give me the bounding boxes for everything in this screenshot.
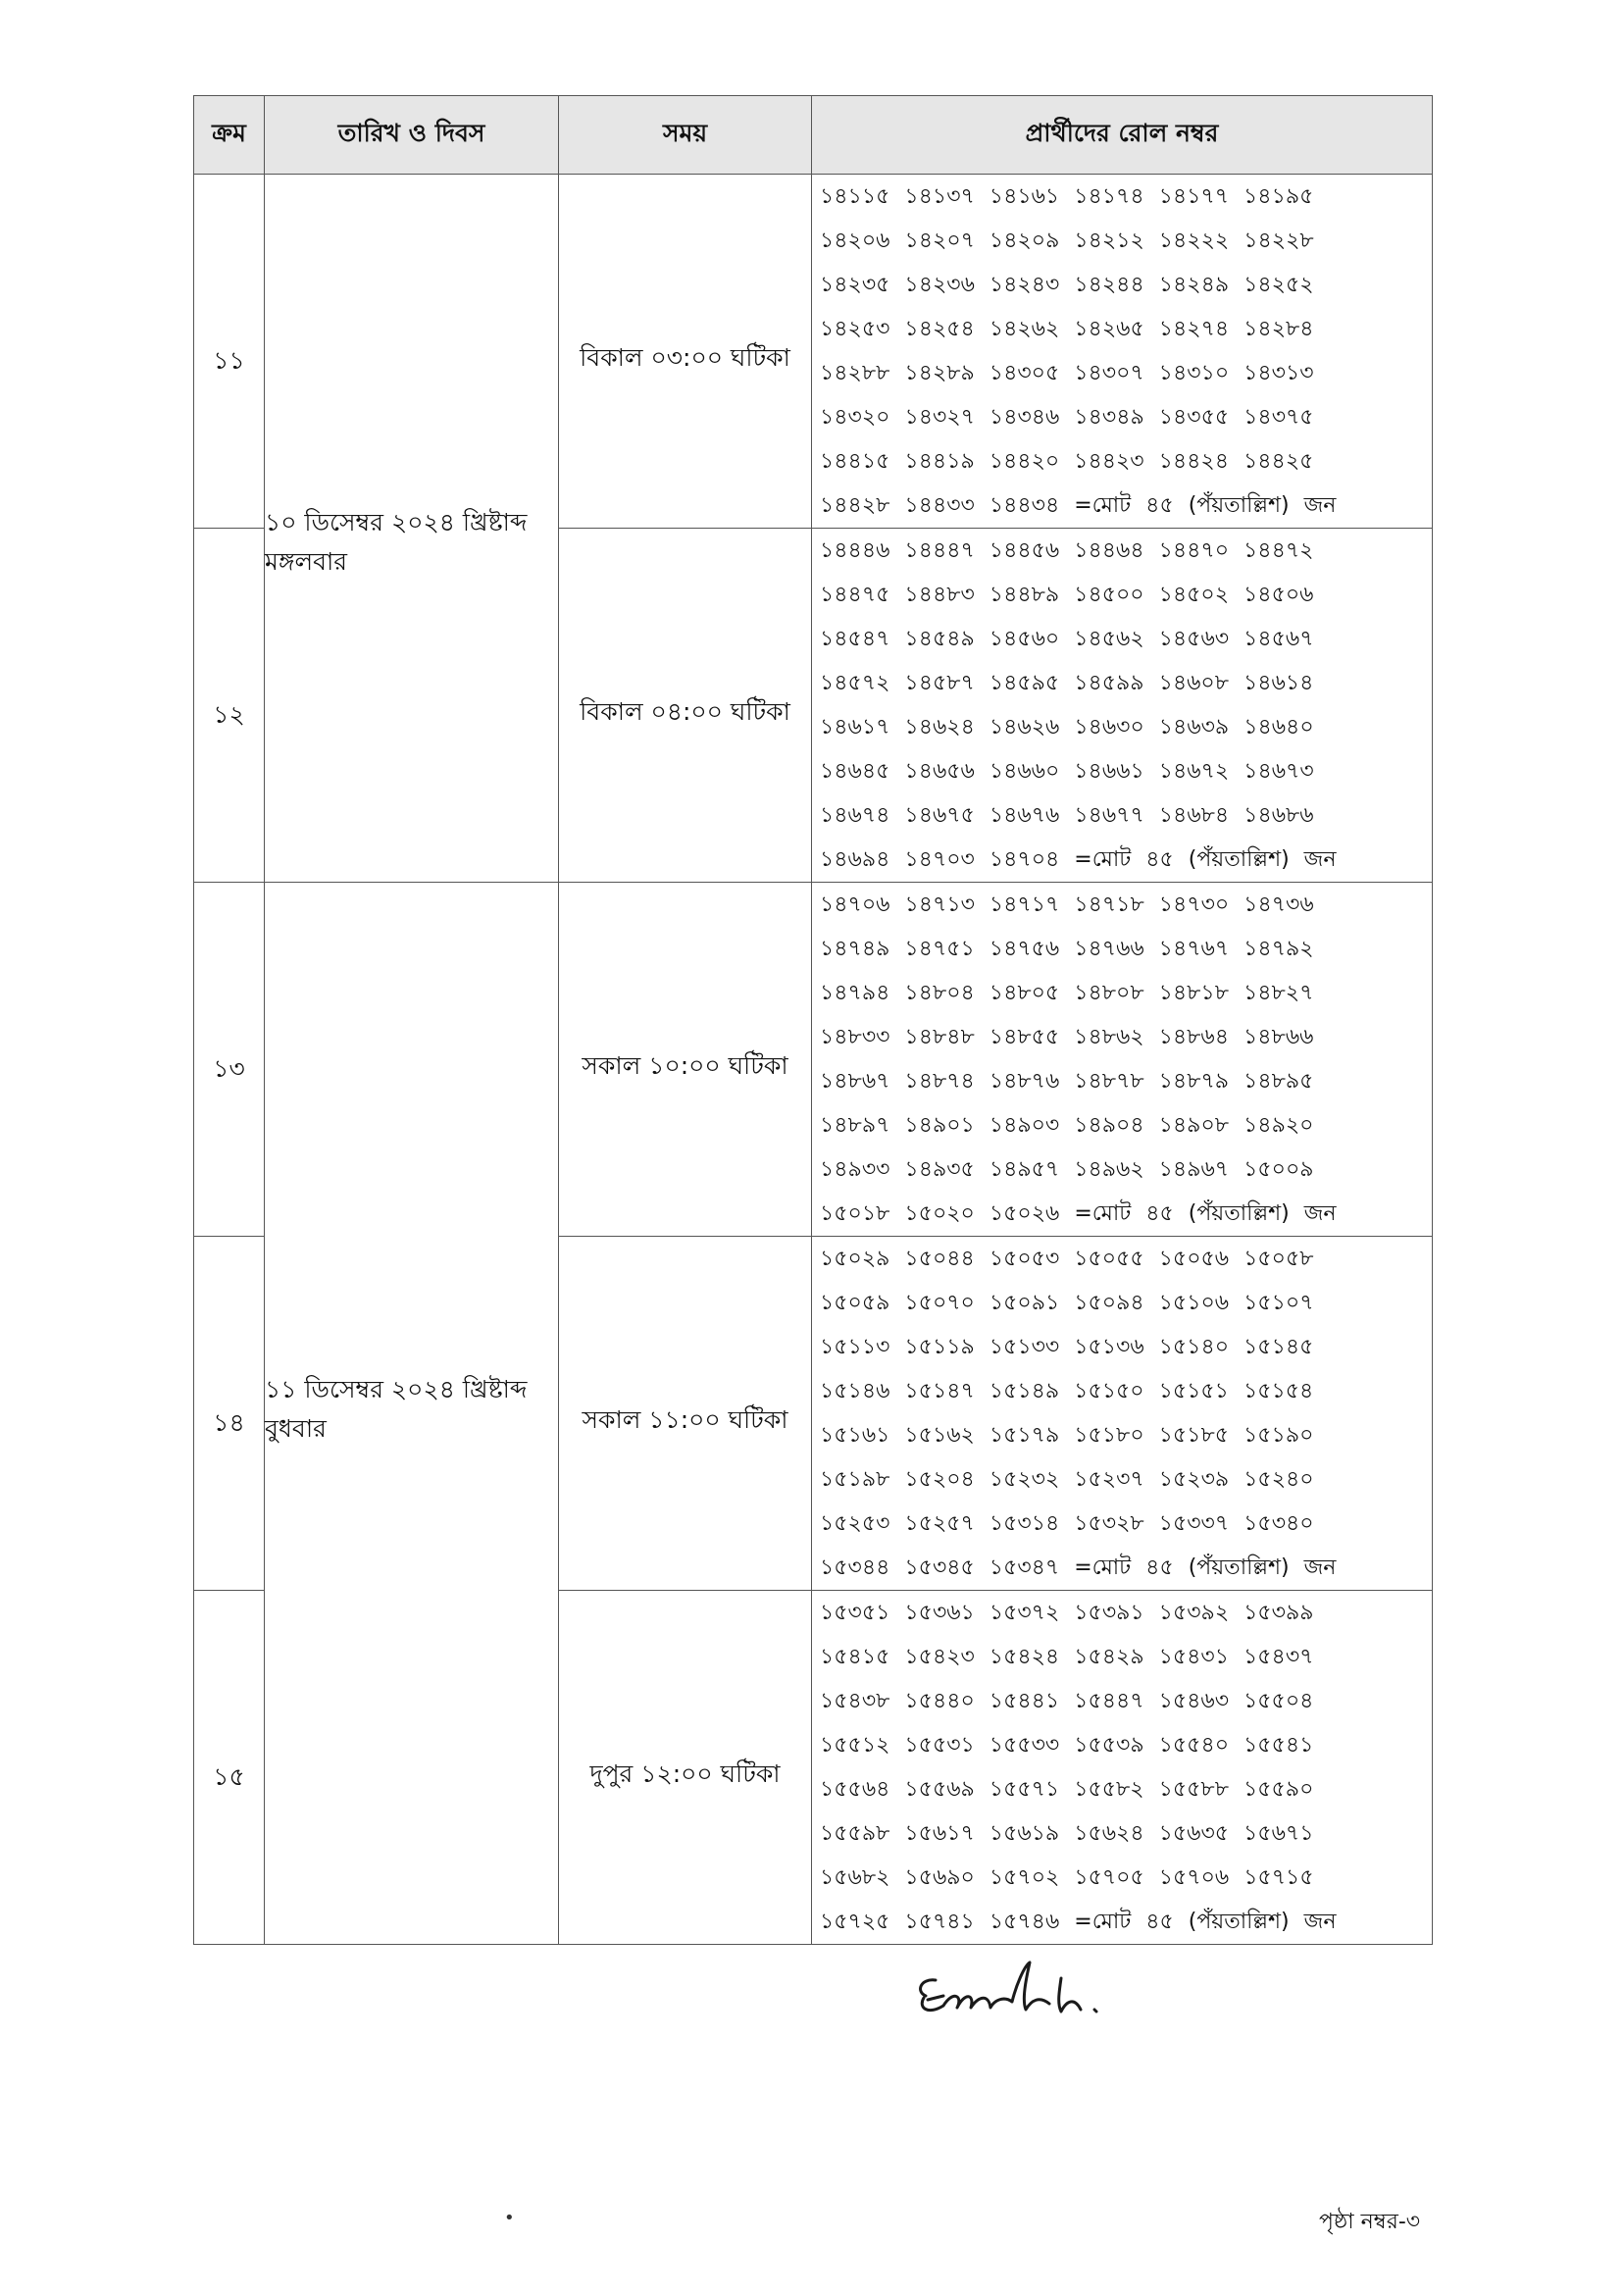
roll-line: ১৫১৬১ ১৫১৬২ ১৫১৭৯ ১৫১৮০ ১৫১৮৫ ১৫১৯০ [820, 1423, 1314, 1448]
rolls-cell [812, 175, 1433, 529]
time-cell [559, 175, 812, 529]
roll-line: ১৪৫৭২ ১৪৫৮৭ ১৪৫৯৫ ১৪৫৯৯ ১৪৬০৮ ১৪৬১৪ [820, 671, 1314, 695]
time-cell [559, 883, 812, 1237]
roll-line: ১৫৪৩৮ ১৫৪৪০ ১৫৪৪১ ১৫৪৪৭ ১৫৪৬৩ ১৫৫০৪ [820, 1689, 1314, 1713]
roll-total-line: ১৪৪২৮ ১৪৪৩৩ ১৪৪৩৪ =মোট ৪৫ (পঁয়তাল্লিশ) জন [820, 493, 1337, 518]
roll-total-line: ১৫৩৪৪ ১৫৩৪৫ ১৫৩৪৭ =মোট ৪৫ (পঁয়তাল্লিশ) জন [820, 1555, 1337, 1580]
header-serial: ক্রম [194, 96, 265, 175]
roll-line: ১৪২৫৩ ১৪২৫৪ ১৪২৬২ ১৪২৬৫ ১৪২৭৪ ১৪২৮৪ [820, 317, 1314, 341]
table-row [194, 175, 1433, 529]
time-cell [559, 1237, 812, 1591]
roll-line: ১৪২৩৫ ১৪২৩৬ ১৪২৪৩ ১৪২৪৪ ১৪২৪৯ ১৪২৫২ [820, 273, 1314, 297]
roll-line: ১৫৩৫১ ১৫৩৬১ ১৫৩৭২ ১৫৩৯১ ১৫৩৯২ ১৫৩৯৯ [820, 1601, 1314, 1625]
roll-line: ১৪১১৫ ১৪১৩৭ ১৪১৬১ ১৪১৭৪ ১৪১৭৭ ১৪১৯৫ [820, 184, 1314, 209]
roll-line: ১৪৩২০ ১৪৩২৭ ১৪৩৪৬ ১৪৩৪৯ ১৪৩৫৫ ১৪৩৭৫ [820, 405, 1314, 430]
roll-line: ১৫৬৮২ ১৫৬৯০ ১৫৭০২ ১৫৭০৫ ১৫৭০৬ ১৫৭১৫ [820, 1865, 1314, 1890]
roll-line: ১৪৪৪৬ ১৪৪৪৭ ১৪৪৫৬ ১৪৪৬৪ ১৪৪৭০ ১৪৪৭২ [820, 538, 1314, 563]
roll-line: ১৪৪৭৫ ১৪৪৮৩ ১৪৪৮৯ ১৪৫০০ ১৪৫০২ ১৪৫০৬ [820, 583, 1314, 607]
roll-line: ১৫২৫৩ ১৫২৫৭ ১৫৩১৪ ১৫৩২৮ ১৫৩৩৭ ১৫৩৪০ [820, 1511, 1314, 1536]
time-text: সকাল ১০:০০ ঘটিকা [582, 1051, 788, 1080]
date-cell [265, 883, 559, 1945]
date-text: ১১ ডিসেম্বর ২০২৪ খ্রিষ্টাব্দ বুধবার [265, 1375, 528, 1443]
roll-line: ১৫১৯৮ ১৫২০৪ ১৫২৩২ ১৫২৩৭ ১৫২৩৯ ১৫২৪০ [820, 1467, 1314, 1492]
roll-line: ১৪৬১৭ ১৪৬২৪ ১৪৬২৬ ১৪৬৩০ ১৪৬৩৯ ১৪৬৪০ [820, 715, 1314, 739]
time-cell [559, 1591, 812, 1945]
rolls-cell [812, 1591, 1433, 1945]
roll-line: ১৪২০৬ ১৪২০৭ ১৪২০৯ ১৪২১২ ১৪২২২ ১৪২২৮ [820, 229, 1314, 253]
roll-line: ১৪৫৪৭ ১৪৫৪৯ ১৪৫৬০ ১৪৫৬২ ১৪৫৬৩ ১৪৫৬৭ [820, 627, 1314, 651]
serial-number: ১৫ [213, 1762, 245, 1791]
stray-mark: • [504, 2208, 515, 2228]
serial-number: ১২ [213, 700, 245, 729]
roll-line: ১৫১৪৬ ১৫১৪৭ ১৫১৪৯ ১৫১৫০ ১৫১৫১ ১৫১৫৪ [820, 1379, 1314, 1403]
serial-cell [194, 1591, 265, 1945]
serial-number: ১৪ [213, 1408, 245, 1437]
roll-line: ১৫৫১২ ১৫৫৩১ ১৫৫৩৩ ১৫৫৩৯ ১৫৫৪০ ১৫৫৪১ [820, 1733, 1314, 1758]
roll-line: ১৪৯৩৩ ১৪৯৩৫ ১৪৯৫৭ ১৪৯৬২ ১৪৯৬৭ ১৫০০৯ [820, 1157, 1314, 1182]
roll-line: ১৪৬৪৫ ১৪৬৫৬ ১৪৬৬০ ১৪৬৬১ ১৪৬৭২ ১৪৬৭৩ [820, 759, 1314, 784]
roll-line: ১৪৭৯৪ ১৪৮০৪ ১৪৮০৫ ১৪৮০৮ ১৪৮১৮ ১৪৮২৭ [820, 981, 1314, 1005]
signature-scribble [914, 1957, 1159, 2035]
roll-line: ১৪৭৪৯ ১৪৭৫১ ১৪৭৫৬ ১৪৭৬৬ ১৪৭৬৭ ১৪৭৯২ [820, 937, 1314, 961]
time-text: বিকাল ০৪:০০ ঘটিকা [580, 697, 790, 726]
serial-cell [194, 1237, 265, 1591]
roll-line: ১৫৪১৫ ১৫৪২৩ ১৫৪২৪ ১৫৪২৯ ১৫৪৩১ ১৫৪৩৭ [820, 1645, 1314, 1669]
roll-line: ১৪৬৭৪ ১৪৬৭৫ ১৪৬৭৬ ১৪৬৭৭ ১৪৬৮৪ ১৪৬৮৬ [820, 803, 1314, 828]
header-time: সময় [559, 96, 812, 175]
roll-line: ১৫৫৬৪ ১৫৫৬৯ ১৫৫৭১ ১৫৫৮২ ১৫৫৮৮ ১৫৫৯০ [820, 1777, 1314, 1802]
roll-line: ১৪৪১৫ ১৪৪১৯ ১৪৪২০ ১৪৪২৩ ১৪৪২৪ ১৪৪২৫ [820, 449, 1314, 474]
roll-line: ১৪৮৬৭ ১৪৮৭৪ ১৪৮৭৬ ১৪৮৭৮ ১৪৮৭৯ ১৪৮৯৫ [820, 1069, 1314, 1094]
table-row [194, 883, 1433, 1237]
rolls-cell [812, 883, 1433, 1237]
rolls-cell [812, 1237, 1433, 1591]
roll-line: ১৪৮৯৭ ১৪৯০১ ১৪৯০৩ ১৪৯০৪ ১৪৯০৮ ১৪৯২০ [820, 1113, 1314, 1138]
serial-number: ১১ [213, 346, 245, 375]
roll-line: ১৪২৮৮ ১৪২৮৯ ১৪৩০৫ ১৪৩০৭ ১৪৩১০ ১৪৩১৩ [820, 361, 1314, 385]
date-cell [265, 175, 559, 883]
serial-cell [194, 175, 265, 529]
serial-number: ১৩ [213, 1054, 245, 1083]
time-cell [559, 529, 812, 883]
time-text: বিকাল ০৩:০০ ঘটিকা [580, 343, 790, 372]
serial-cell [194, 883, 265, 1237]
rolls-cell [812, 529, 1433, 883]
roll-schedule-table [193, 95, 1433, 1945]
table-header-row [194, 96, 1433, 175]
roll-line: ১৫১১৩ ১৫১১৯ ১৫১৩৩ ১৫১৩৬ ১৫১৪০ ১৫১৪৫ [820, 1335, 1314, 1359]
header-date: তারিখ ও দিবস [265, 96, 559, 175]
roll-line: ১৪৭০৬ ১৪৭১৩ ১৪৭১৭ ১৪৭১৮ ১৪৭৩০ ১৪৭৩৬ [820, 892, 1314, 917]
roll-total-line: ১৫০১৮ ১৫০২০ ১৫০২৬ =মোট ৪৫ (পঁয়তাল্লিশ) জন [820, 1201, 1337, 1226]
header-rolls: প্রার্থীদের রোল নম্বর [812, 96, 1433, 175]
roll-line: ১৪৮৩৩ ১৪৮৪৮ ১৪৮৫৫ ১৪৮৬২ ১৪৮৬৪ ১৪৮৬৬ [820, 1025, 1314, 1049]
time-text: দুপুর ১২:০০ ঘটিকা [589, 1759, 781, 1788]
date-text: ১০ ডিসেম্বর ২০২৪ খ্রিষ্টাব্দ মঙ্গলবার [265, 508, 528, 576]
roll-total-line: ১৪৬৯৪ ১৪৭০৩ ১৪৭০৪ =মোট ৪৫ (পঁয়তাল্লিশ) জন [820, 847, 1337, 872]
serial-cell [194, 529, 265, 883]
page-number: পৃষ্ঠা নম্বর-৩ [1319, 2210, 1421, 2234]
roll-line: ১৫০২৯ ১৫০৪৪ ১৫০৫৩ ১৫০৫৫ ১৫০৫৬ ১৫০৫৮ [820, 1247, 1314, 1271]
roll-line: ১৫৫৯৮ ১৫৬১৭ ১৫৬১৯ ১৫৬২৪ ১৫৬৩৫ ১৫৬৭১ [820, 1821, 1314, 1846]
time-text: সকাল ১১:০০ ঘটিকা [582, 1405, 788, 1434]
roll-total-line: ১৫৭২৫ ১৫৭৪১ ১৫৭৪৬ =মোট ৪৫ (পঁয়তাল্লিশ) জন [820, 1910, 1337, 1934]
roll-line: ১৫০৫৯ ১৫০৭০ ১৫০৯১ ১৫০৯৪ ১৫১০৬ ১৫১০৭ [820, 1291, 1314, 1315]
